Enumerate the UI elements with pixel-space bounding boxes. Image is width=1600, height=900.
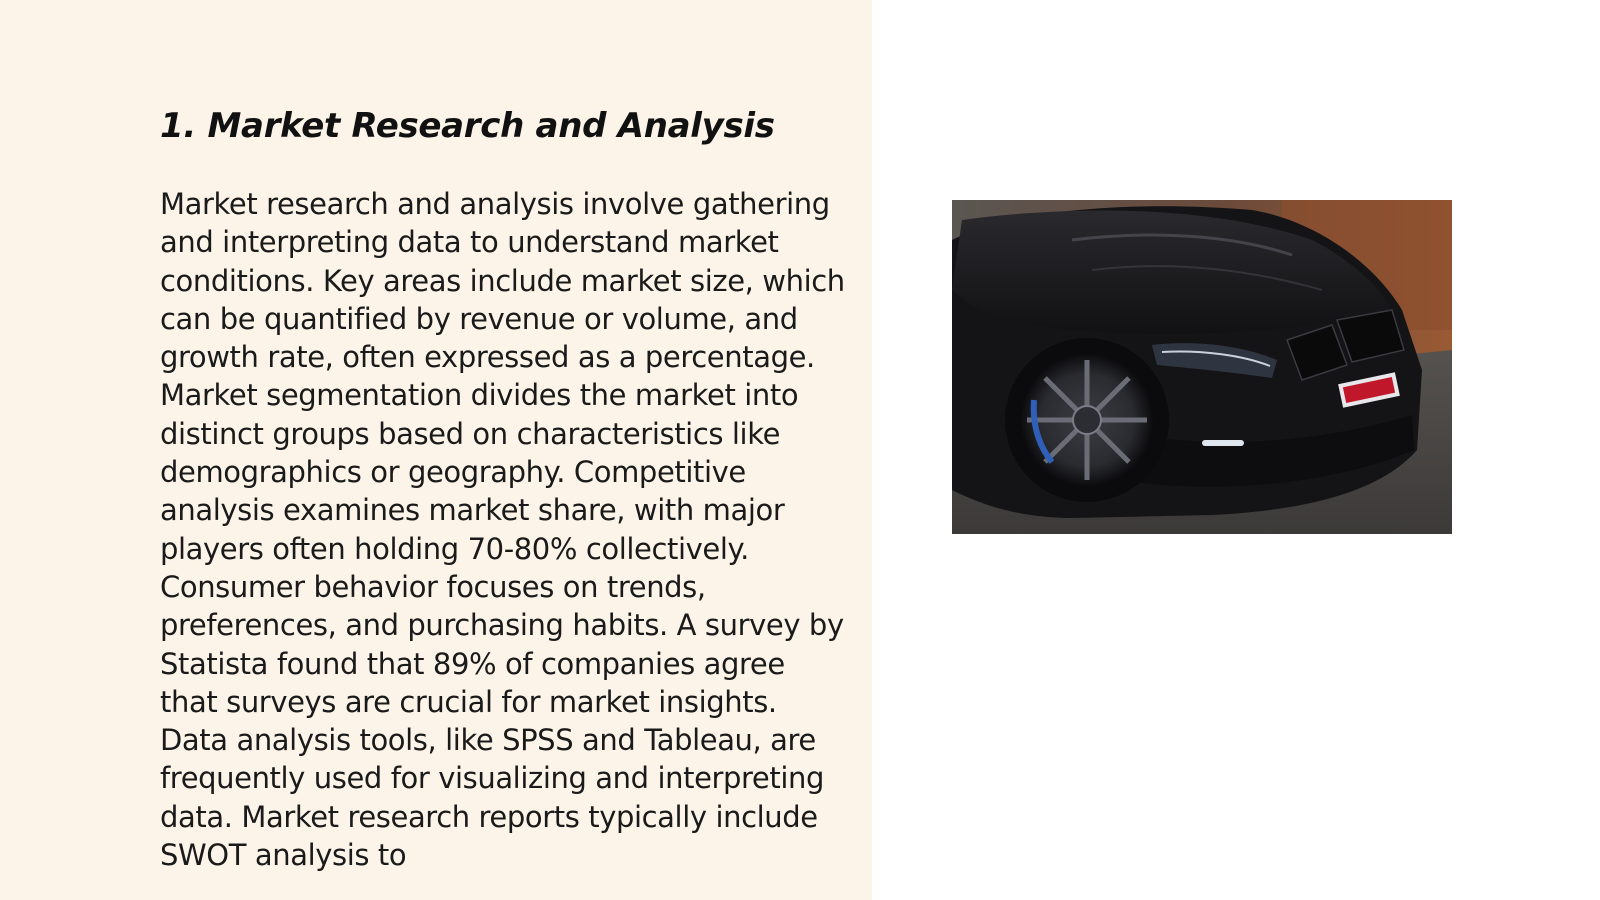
car-photo (952, 200, 1452, 534)
slide-body-text: Market research and analysis involve gathering and interpreting data to understand market conditions. Key areas include market size, which can be quantified by revenue or volume, and growth rate, often expressed as a percentage. Market segmentation divides the market into distinct groups based on characteristics like demographics or geography. Competitive analysis examines market share, with major players often holding 70-80% collectively. Consumer behavior focuses on trends, preferences, and purchasing habits. A survey by Statista found that 89% of companies agree that surveys are crucial for market insights. Data analysis tools, like SPSS and Tableau, are frequently used for visualizing and interpreting data. Market research reports typically include SWOT analysis to (160, 187, 845, 873)
car-photo-icon (952, 200, 1452, 534)
slide-title: 1. Market Research and Analysis (160, 106, 775, 146)
